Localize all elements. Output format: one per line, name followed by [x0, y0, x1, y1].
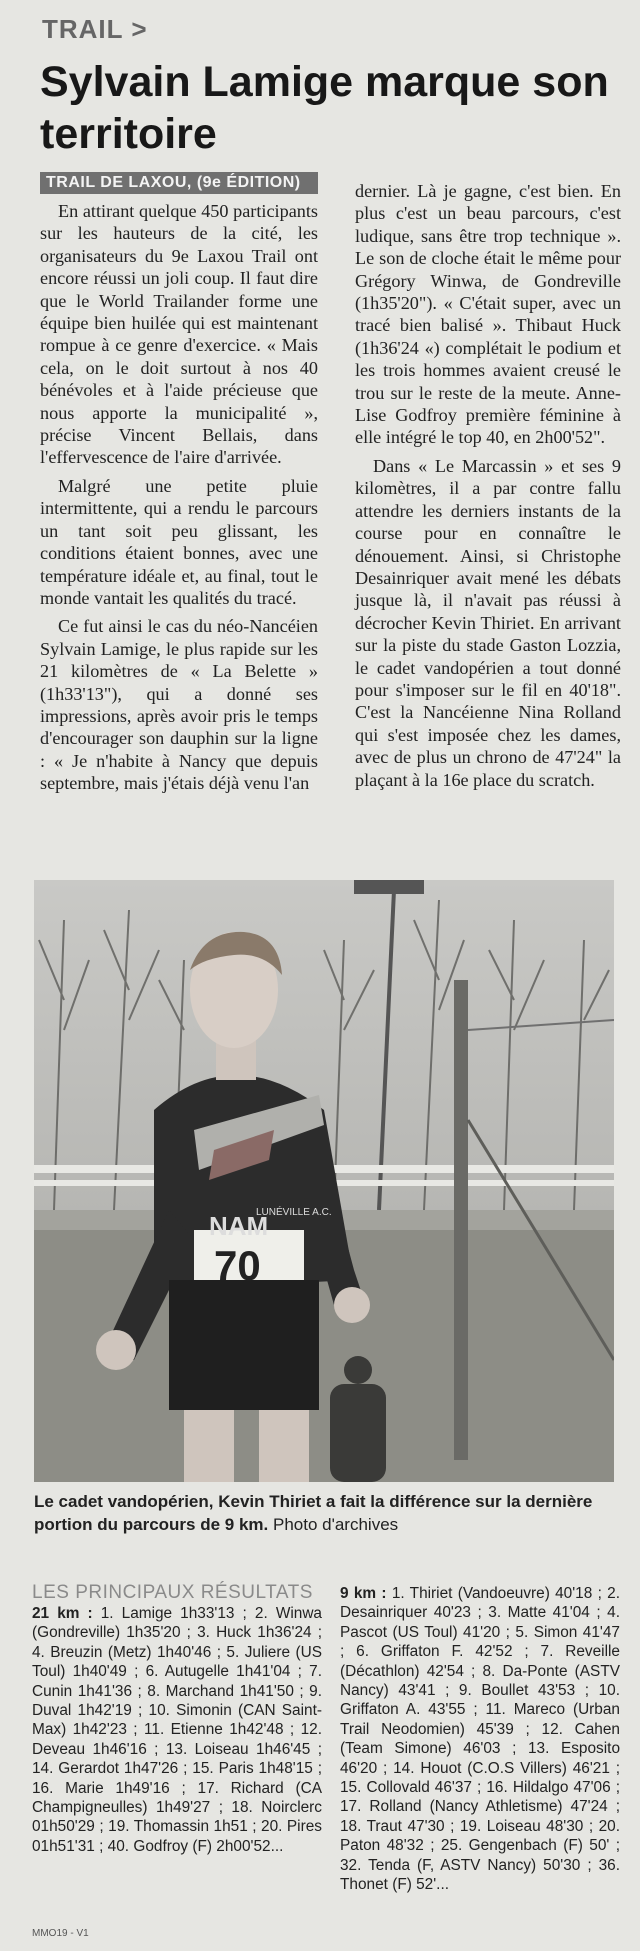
event-label: TRAIL DE LAXOU, (9e ÉDITION): [40, 172, 318, 194]
results-9km: [340, 1584, 620, 1895]
article-headline: Sylvain Lamige marque son territoire: [40, 58, 609, 158]
results-9km-label: 9 km :: [340, 1585, 387, 1602]
paragraph: Malgré une petite pluie intermittente, qui a rendu le parcours un tant soit peu glissant, les conditions étaient bonnes, avec une température idéale et, au final, tout le monde vantait les qualités du tracé.: [40, 475, 318, 608]
paragraph: Ce fut ainsi le cas du néo-Nancéien Sylvain Lamige, le plus rapide sur les 21 kilomètres de « La Belette » (1h33'13"), qui a donné ses impressions, après avoir pris le temps d'encourager son dauphin sur la ligne : « Je n'habite à Nancy que depuis septembre, mais j'étais déjà venu l'an: [40, 616, 318, 794]
kicker-arrow-icon: >: [131, 14, 148, 44]
section-kicker: [42, 14, 148, 45]
results-21km-list: 1. Lamige 1h33'13 ; 2. Winwa (Gondreville) 1h35'20 ; 3. Huck 1h36'24 ; 4. Breuzin (Metz) 1h40'46 ; 5. Juliere (US Toul) 1h40'49 ; 6. Autugelle 1h41'04 ; 7. Cunin 1h41'36 ; 8. Marchand 1h41'50 ; 9. Duval 1h42'19 ; 10. Simonin (CAN Saint-Max) 1h42'23 ; 11. Etienne 1h42'48 ; 12. Deveau 1h46'16 ; 13. Loiseau 1h46'45 ; 14. Gerardot 1h47'26 ; 15. Paris 1h48'15 ; 16. Marie 1h49'16 ; 17. Richard (CA Champigneulles) 1h49'27 ; 18. Noirclerc 01h50'29 ; 19. Thomassin 1h51 ; 20. Pires 01h51'31 ; 40. Godfroy (F) 2h00'52...: [32, 1605, 322, 1855]
article-column-left: [40, 172, 318, 801]
club-name: LUNÉVILLE A.C.: [256, 1207, 332, 1218]
results-21km: [32, 1604, 322, 1856]
jersey-logo: NAM: [209, 1211, 269, 1241]
paragraph: Dans « Le Marcassin » et ses 9 kilomètres, il a par contre fallu attendre les derniers instants de la course pour en connaître le dénouement. Ainsi, si Christophe Desainriquer avait mené les débats jusque là, il n'avait pas réussi à décrocher Kevin Thiriet. En arrivant sur la piste du stade Gaston Lozzia, le cadet vandopérien a tout donné pour s'imposer sur le fil en 40'18". C'est la Nancéienne Nina Rolland qui s'est imposée chez les dames, avec de plus un chrono de 47'24" la plaçant à la 16e place du scratch.: [355, 455, 621, 790]
results-21km-label: 21 km :: [32, 1605, 93, 1622]
results-9km-list: 1. Thiriet (Vandoeuvre) 40'18 ; 2. Desainriquer 40'23 ; 3. Matte 41'04 ; 4. Pascot (US Toul) 41'20 ; 5. Simon 41'47 ; 6. Griffaton F. 42'52 ; 7. Reveille (Décathlon) 42'54 ; 8. Da-Ponte (ASTV Nancy) 43'41 ; 9. Boullet 43'53 ; 10. Griffaton A. 43'55 ; 11. Mareco (Urban Trail Neodomien) 45'39 ; 12. Cahen (Team Simone) 46'03 ; 13. Esposito 46'20 ; 14. Houot (C.O.S Villers) 46'21 ; 15. Collovald 46'37 ; 16. Hildalgo 47'06 ; 17. Rolland (Nancy Athletisme) 47'24 ; 18. Traut 47'30 ; 19. Loiseau 48'30 ; 20. Paton 48'32 ; 25. Gengenbach (F) 50' ; 32. Tenda (F, ASTV Nancy) 50'30 ; 36. Thonet (F) 52'...: [340, 1585, 620, 1894]
caption-text: Le cadet vandopérien, Kevin Thiriet a fait la différence sur la dernière portion du parcours de 9 km.: [34, 1492, 593, 1534]
photo-caption: [34, 1490, 619, 1536]
kicker-label: TRAIL: [42, 14, 124, 44]
article-column-right: [355, 180, 621, 797]
paragraph: En attirant quelque 450 participants sur les hauteurs de la cité, les organisateurs du 9e Laxou Trail ont encore réussi un joli coup. Il faut dire que le World Trailander forme une équipe bien huilée qui est maintenant rompue à ce genre d'exercice. « Mais cela, on le doit surtout à nos 40 bénévoles et à l'aide précieuse que nous apporte la municipalité », précise Vincent Bellais, dans l'effervescence de l'aire d'arrivée.: [40, 201, 318, 468]
results-title: LES PRINCIPAUX RÉSULTATS: [32, 1582, 313, 1603]
page-folio: MMO19 - V1: [32, 1928, 89, 1939]
photo-credit: Photo d'archives: [273, 1515, 399, 1534]
paragraph: dernier. Là je gagne, c'est bien. En plus c'est un beau parcours, c'est ludique, sans être trop technique ». Le son de cloche était le même pour Grégory Winwa, de Gondreville (1h35'20"). « C'était super, avec un tracé bien balisé ». Thibaut Huck (1h36'24 «) complétait le podium et les trois hommes avaient creusé le trou sur le reste de la meute. Anne-Lise Godfroy première féminine à elle intégré le top 40, en 2h00'52".: [355, 181, 621, 448]
runner-photo-illustration: [34, 880, 614, 1482]
race-bib-number: 70: [214, 1242, 261, 1289]
article-photo: [34, 880, 614, 1482]
